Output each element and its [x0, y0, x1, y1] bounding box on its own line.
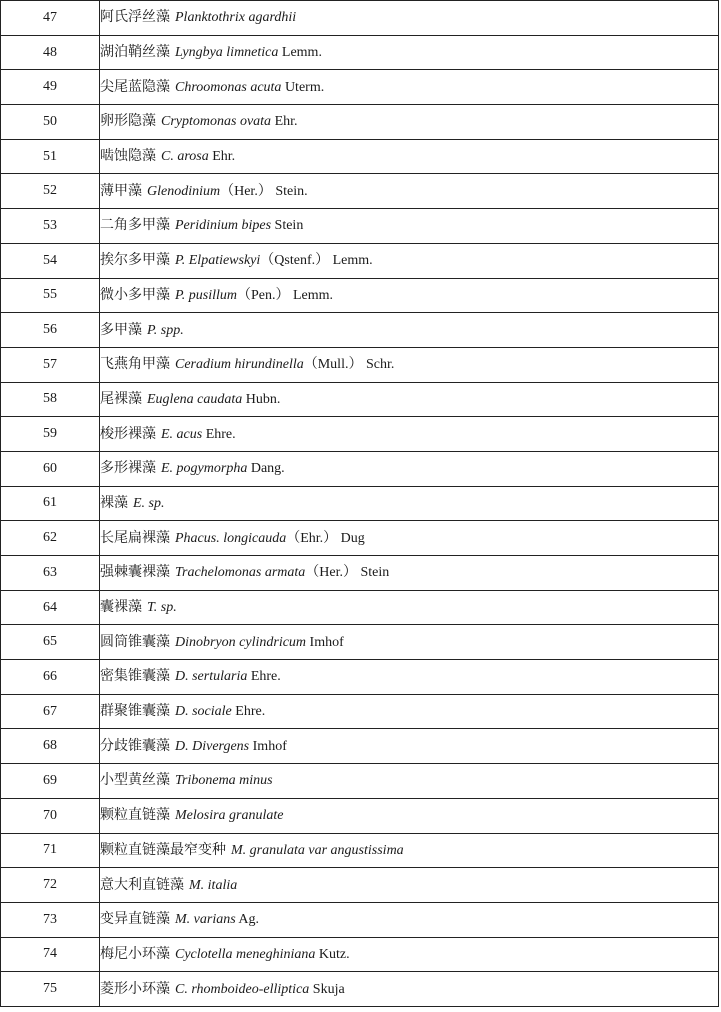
- row-number: 53: [1, 209, 100, 244]
- row-number: 61: [1, 486, 100, 521]
- author-citation: Ehr.: [271, 114, 298, 130]
- species-name-cell: [100, 521, 719, 556]
- row-number: 70: [1, 798, 100, 833]
- chinese-name: 长尾扁裸藻: [100, 529, 170, 546]
- row-number: 57: [1, 347, 100, 382]
- table-row: [1, 937, 719, 972]
- table-row: [1, 764, 719, 799]
- species-name-cell: [100, 382, 719, 417]
- row-number: 51: [1, 139, 100, 174]
- species-name-cell: [100, 313, 719, 348]
- species-name-cell: [100, 174, 719, 209]
- species-name-cell: [100, 451, 719, 486]
- chinese-name: 尾裸藻: [100, 390, 142, 407]
- row-number: 65: [1, 625, 100, 660]
- table-row: [1, 798, 719, 833]
- author-citation: Ehre.: [231, 704, 266, 720]
- species-name-cell: [100, 209, 719, 244]
- author-citation: Uterm.: [281, 79, 325, 95]
- row-number: 54: [1, 243, 100, 278]
- chinese-name: 二角多甲藻: [100, 217, 170, 234]
- table-row: [1, 660, 719, 695]
- row-number: 68: [1, 729, 100, 764]
- author-citation: Hubn.: [242, 391, 281, 407]
- table-row: [1, 382, 719, 417]
- scientific-name: Trachelomonas armata: [175, 565, 306, 581]
- species-name-cell: [100, 590, 719, 625]
- table-row: [1, 35, 719, 70]
- chinese-name: 变异直链藻: [100, 911, 170, 928]
- scientific-name: D. Divergens: [175, 738, 250, 754]
- chinese-name: 密集锥囊藻: [100, 668, 170, 685]
- table-row: [1, 833, 719, 868]
- author-citation: Imhof: [306, 634, 344, 650]
- scientific-name: M. varians: [175, 912, 236, 928]
- scientific-name: D. sertularia: [175, 669, 248, 685]
- row-number: 66: [1, 660, 100, 695]
- author-citation: Lemm.: [278, 45, 322, 61]
- table-row: [1, 972, 719, 1007]
- scientific-name: Phacus. longicauda: [175, 530, 287, 546]
- species-name-cell: [100, 660, 719, 695]
- table-row: [1, 313, 719, 348]
- row-number: 71: [1, 833, 100, 868]
- table-row: [1, 243, 719, 278]
- table-row: [1, 694, 719, 729]
- scientific-name: Lyngbya limnetica: [175, 45, 279, 61]
- table-row: [1, 868, 719, 903]
- scientific-name: Cyclotella meneghiniana: [175, 946, 316, 962]
- chinese-name: 湖泊鞘丝藻: [100, 44, 170, 61]
- species-name-cell: [100, 486, 719, 521]
- species-name-cell: [100, 937, 719, 972]
- species-table-body: [1, 1, 719, 1007]
- author-citation: Ehre.: [247, 669, 281, 685]
- species-name-cell: [100, 139, 719, 174]
- chinese-name: 啮蚀隐藻: [100, 148, 156, 165]
- row-number: 64: [1, 590, 100, 625]
- author-citation: （Her.） Stein.: [220, 183, 308, 199]
- author-citation: （Ehr.） Dug: [286, 530, 365, 546]
- table-row: [1, 521, 719, 556]
- species-name-cell: [100, 764, 719, 799]
- scientific-name: M. italia: [189, 877, 238, 893]
- chinese-name: 薄甲藻: [100, 182, 142, 199]
- scientific-name: Cryptomonas ovata: [161, 114, 272, 130]
- chinese-name: 菱形小环藻: [100, 980, 170, 997]
- row-number: 56: [1, 313, 100, 348]
- chinese-name: 圆筒锥囊藻: [100, 633, 170, 650]
- scientific-name: E. pogymorpha: [161, 461, 248, 477]
- chinese-name: 群聚锥囊藻: [100, 703, 170, 720]
- table-row: [1, 70, 719, 105]
- scientific-name: Glenodinium: [147, 183, 221, 199]
- chinese-name: 卵形隐藻: [100, 113, 156, 130]
- scientific-name: T. sp.: [147, 600, 177, 616]
- chinese-name: 多甲藻: [100, 321, 142, 338]
- chinese-name: 多形裸藻: [100, 460, 156, 477]
- table-row: [1, 174, 719, 209]
- species-name-cell: [100, 833, 719, 868]
- scientific-name: E. acus: [161, 426, 203, 442]
- chinese-name: 颗粒直链藻: [100, 807, 170, 824]
- species-name-cell: [100, 902, 719, 937]
- scientific-name: E. sp.: [133, 495, 165, 511]
- chinese-name: 梅尼小环藻: [100, 945, 170, 962]
- row-number: 59: [1, 417, 100, 452]
- species-name-cell: [100, 243, 719, 278]
- scientific-name: Planktothrix agardhii: [175, 10, 297, 26]
- author-citation: Ehr.: [208, 149, 236, 165]
- chinese-name: 挨尔多甲藻: [100, 252, 170, 269]
- species-name-cell: [100, 729, 719, 764]
- chinese-name: 微小多甲藻: [100, 286, 170, 303]
- chinese-name: 囊裸藻: [100, 599, 142, 616]
- table-row: [1, 347, 719, 382]
- table-row: [1, 556, 719, 591]
- species-name-cell: [100, 347, 719, 382]
- row-number: 62: [1, 521, 100, 556]
- scientific-name: P. Elpatiewskyi: [175, 253, 261, 269]
- species-name-cell: [100, 972, 719, 1007]
- table-row: [1, 1, 719, 36]
- scientific-name: Ceradium hirundinella: [175, 357, 304, 373]
- table-row: [1, 625, 719, 660]
- species-name-cell: [100, 105, 719, 140]
- row-number: 48: [1, 35, 100, 70]
- species-name-cell: [100, 694, 719, 729]
- species-name-cell: [100, 625, 719, 660]
- scientific-name: C. rhomboideo-elliptica: [175, 981, 310, 997]
- author-citation: Dang.: [247, 461, 285, 477]
- row-number: 67: [1, 694, 100, 729]
- scientific-name: P. spp.: [147, 322, 184, 338]
- scientific-name: M. granulata var angustissima: [231, 842, 404, 858]
- table-row: [1, 105, 719, 140]
- chinese-name: 强棘囊裸藻: [100, 564, 170, 581]
- row-number: 50: [1, 105, 100, 140]
- species-name-cell: [100, 868, 719, 903]
- author-citation: Ehre.: [202, 426, 236, 442]
- row-number: 74: [1, 937, 100, 972]
- scientific-name: P. pusillum: [175, 287, 237, 303]
- species-name-cell: [100, 798, 719, 833]
- table-row: [1, 486, 719, 521]
- row-number: 58: [1, 382, 100, 417]
- row-number: 75: [1, 972, 100, 1007]
- chinese-name: 小型黄丝藻: [100, 772, 170, 789]
- scientific-name: Dinobryon cylindricum: [175, 634, 307, 650]
- chinese-name: 飞燕角甲藻: [100, 356, 170, 373]
- scientific-name: C. arosa: [161, 149, 209, 165]
- scientific-name: Tribonema minus: [175, 773, 273, 789]
- table-row: [1, 278, 719, 313]
- author-citation: （Pen.） Lemm.: [236, 287, 334, 303]
- row-number: 63: [1, 556, 100, 591]
- row-number: 55: [1, 278, 100, 313]
- author-citation: Skuja: [309, 981, 345, 997]
- species-name-cell: [100, 278, 719, 313]
- chinese-name: 尖尾蓝隐藻: [100, 78, 170, 95]
- scientific-name: Euglena caudata: [147, 391, 243, 407]
- scientific-name: Chroomonas acuta: [175, 79, 282, 95]
- row-number: 73: [1, 902, 100, 937]
- author-citation: Stein: [271, 218, 304, 234]
- author-citation: Kutz.: [315, 946, 350, 962]
- scientific-name: D. sociale: [175, 704, 232, 720]
- species-name-cell: [100, 417, 719, 452]
- chinese-name: 分歧锥囊藻: [100, 737, 170, 754]
- row-number: 60: [1, 451, 100, 486]
- scientific-name: Peridinium bipes: [175, 218, 272, 234]
- table-row: [1, 451, 719, 486]
- species-name-cell: [100, 35, 719, 70]
- scientific-name: Melosira granulate: [175, 808, 284, 824]
- row-number: 52: [1, 174, 100, 209]
- species-name-cell: [100, 556, 719, 591]
- table-row: [1, 729, 719, 764]
- table-row: [1, 209, 719, 244]
- author-citation: （Qstenf.） Lemm.: [260, 253, 373, 269]
- row-number: 72: [1, 868, 100, 903]
- row-number: 69: [1, 764, 100, 799]
- chinese-name: 意大利直链藻: [100, 876, 184, 893]
- chinese-name: 阿氏浮丝藻: [100, 9, 170, 26]
- author-citation: Ag.: [235, 912, 260, 928]
- table-row: [1, 902, 719, 937]
- row-number: 49: [1, 70, 100, 105]
- chinese-name: 梭形裸藻: [100, 425, 156, 442]
- author-citation: （Her.） Stein: [305, 565, 390, 581]
- species-name-cell: [100, 1, 719, 36]
- chinese-name: 裸藻: [100, 494, 128, 511]
- author-citation: （Mull.） Schr.: [303, 357, 395, 373]
- table-row: [1, 590, 719, 625]
- author-citation: Imhof: [249, 738, 287, 754]
- table-row: [1, 139, 719, 174]
- chinese-name: 颗粒直链藻最窄变种: [100, 841, 226, 858]
- row-number: 47: [1, 1, 100, 36]
- table-row: [1, 417, 719, 452]
- species-name-cell: [100, 70, 719, 105]
